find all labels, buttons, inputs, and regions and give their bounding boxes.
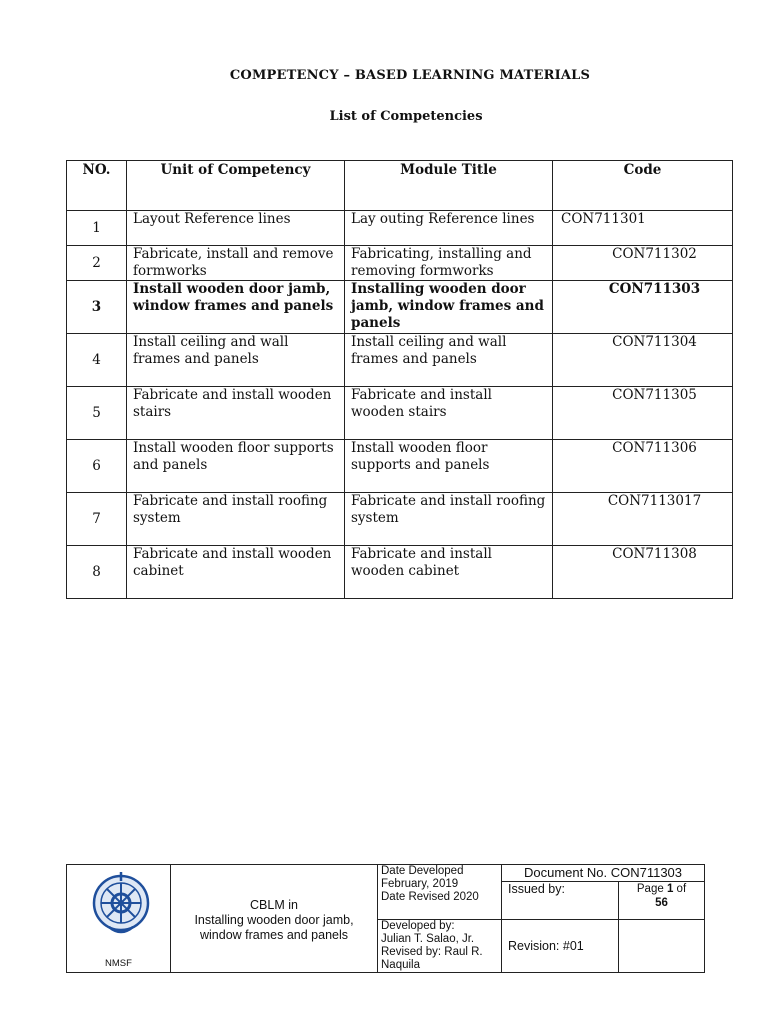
page-prefix: Page <box>636 883 664 895</box>
table-row <box>67 546 733 599</box>
row-module: Fabricate and install wooden stairs <box>345 387 553 440</box>
row-unit: Fabricate and install wooden cabinet <box>127 546 345 599</box>
row-no: 7 <box>67 493 127 546</box>
row-code: CON7113017 <box>553 493 733 546</box>
page-blank-cell <box>619 920 705 973</box>
document-title: COMPETENCY – BASED LEARNING MATERIALS <box>229 68 591 83</box>
cblm-line-3: window frames and panels <box>200 928 348 942</box>
row-unit: Install ceiling and wall frames and panels <box>127 334 345 387</box>
row-no: 3 <box>67 281 127 334</box>
developed-by-label: Developed by: <box>381 920 455 932</box>
page-of: of <box>676 883 687 895</box>
revised-by-cont: Naquila <box>381 959 420 971</box>
row-no: 6 <box>67 440 127 493</box>
cblm-line-2: Installing wooden door jamb, <box>194 913 354 927</box>
row-unit: Install wooden door jamb, window frames and panels <box>127 281 345 334</box>
authors-cell <box>378 920 502 973</box>
issued-by: Issued by: <box>502 882 619 920</box>
row-code: CON711303 <box>553 281 733 334</box>
row-unit: Fabricate, install and remove formworks <box>127 246 345 281</box>
row-code: CON711304 <box>553 334 733 387</box>
row-no: 4 <box>67 334 127 387</box>
row-module: Installing wooden door jamb, window frames and panels <box>345 281 553 334</box>
row-code: CON711305 <box>553 387 733 440</box>
row-code: CON711302 <box>553 246 733 281</box>
row-no: 8 <box>67 546 127 599</box>
column-header-unit: Unit of Competency <box>127 161 345 211</box>
table-row <box>67 246 733 281</box>
row-code: CON711308 <box>553 546 733 599</box>
row-module: Install ceiling and wall frames and panels <box>345 334 553 387</box>
table-header-row <box>67 161 733 211</box>
row-no: 1 <box>67 211 127 246</box>
revision: Revision: #01 <box>502 920 619 973</box>
row-module: Fabricate and install wooden cabinet <box>345 546 553 599</box>
logo-cell <box>67 865 171 973</box>
table-row <box>67 387 733 440</box>
page-total: 56 <box>655 897 668 909</box>
developed-by: Julian T. Salao, Jr. <box>381 933 475 945</box>
row-unit: Install wooden floor supports and panels <box>127 440 345 493</box>
cblm-title-cell <box>171 865 378 973</box>
date-developed: February, 2019 <box>381 878 459 890</box>
row-module: Fabricate and install roofing system <box>345 493 553 546</box>
row-no: 5 <box>67 387 127 440</box>
document-footer <box>66 864 705 973</box>
column-header-code: Code <box>553 161 733 211</box>
logo-label: NMSF <box>105 958 132 969</box>
table-row <box>67 440 733 493</box>
date-revised: Date Revised 2020 <box>381 891 479 903</box>
column-header-no: NO. <box>67 161 127 211</box>
row-no: 2 <box>67 246 127 281</box>
competency-table <box>66 160 733 599</box>
row-code: CON711306 <box>553 440 733 493</box>
table-row <box>67 281 733 334</box>
page-number <box>619 882 705 920</box>
row-module: Install wooden floor supports and panels <box>345 440 553 493</box>
table-row <box>67 334 733 387</box>
document-number: Document No. CON711303 <box>502 865 705 882</box>
date-developed-label: Date Developed <box>381 865 464 877</box>
table-row <box>67 211 733 246</box>
column-header-module: Module Title <box>345 161 553 211</box>
row-code: CON711301 <box>553 211 733 246</box>
row-module: Fabricating, installing and removing formworks <box>345 246 553 281</box>
row-unit: Fabricate and install roofing system <box>127 493 345 546</box>
table-row <box>67 493 733 546</box>
page-current: 1 <box>666 883 674 895</box>
cblm-line-1: CBLM in <box>250 898 298 912</box>
document-subtitle: List of Competencies <box>329 109 483 124</box>
dates-cell <box>378 865 502 920</box>
row-unit: Fabricate and install wooden stairs <box>127 387 345 440</box>
revised-by: Revised by: Raul R. <box>381 946 483 958</box>
nmsf-logo-icon <box>89 869 153 941</box>
row-module: Lay outing Reference lines <box>345 211 553 246</box>
row-unit: Layout Reference lines <box>127 211 345 246</box>
